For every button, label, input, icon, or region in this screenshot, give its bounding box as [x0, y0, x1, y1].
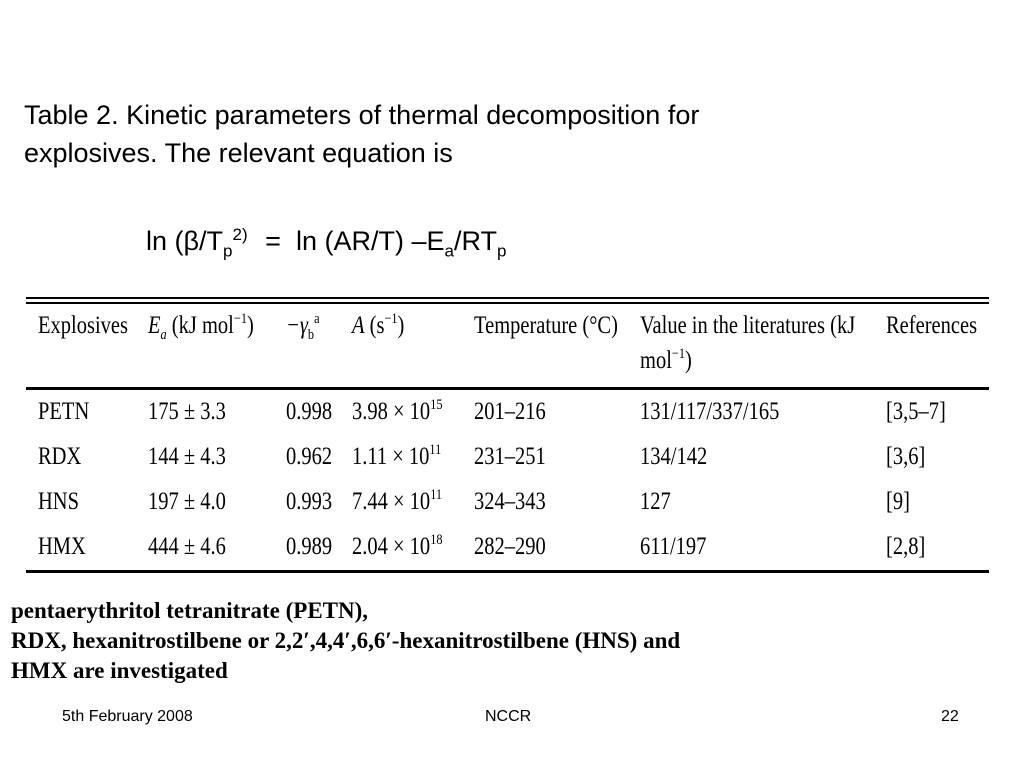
table-row-a: $3.98 \times 10^{15}$	[352, 397, 443, 425]
kinetic-parameters-table	[26, 297, 989, 573]
header-temperature: Temperature (°C)	[474, 312, 618, 339]
caption-line-1: Table 2. Kinetic parameters of thermal decomposition for	[24, 100, 700, 130]
equation-rhs-sub-p: p	[496, 241, 507, 261]
table-row-temp: 282–290	[474, 533, 546, 560]
table-row-ea: 444 ± 4.6	[148, 533, 226, 560]
table-row-ref: [3,6]	[886, 443, 926, 470]
table-row-name: HMX	[38, 533, 86, 560]
table-row-name: HNS	[38, 488, 80, 515]
equation-lhs-sup: 2)	[232, 225, 248, 244]
table-row-lit: 611/197	[640, 533, 707, 560]
table-row-gamma: 0.962	[286, 443, 333, 470]
note-line-1: pentaerythritol tetranitrate (PETN),	[11, 598, 369, 623]
kissinger-equation	[146, 221, 506, 261]
table-top-rule	[26, 297, 989, 299]
header-pre-exponential: A $(s^{-1})$	[352, 311, 405, 339]
table-row-temp: 201–216	[474, 398, 546, 425]
table-row-ea: 197 ± 4.0	[148, 488, 226, 515]
header-explosives: Explosives	[38, 312, 128, 339]
table-row-temp: 231–251	[474, 443, 546, 470]
table-bottom-rule	[26, 570, 989, 573]
table-row-temp: 324–343	[474, 488, 546, 515]
header-correlation: $-\gamma_b^a$	[286, 311, 320, 343]
table-row-ref: [3,5–7]	[886, 398, 946, 425]
footer-date: 5th February 2008	[62, 708, 193, 725]
equation-lhs-sub: p	[223, 241, 233, 261]
table-row-ea: 144 ± 4.3	[148, 443, 226, 470]
table-row-a: $2.04 \times 10^{18}$	[352, 532, 443, 560]
header-literature: Value in the literatures (kJ	[640, 312, 856, 339]
header-activation-energy: $E_a$ (kJ mol$^{-1}$)	[148, 311, 254, 343]
header-references: References	[886, 312, 978, 339]
table-row-lit: 127	[640, 488, 671, 515]
equation-rhs: ln (AR/T) –E	[295, 226, 445, 256]
explosives-note	[11, 596, 1011, 686]
table-row-a: $1.11 \times 10^{11}$	[352, 442, 442, 470]
table-row-ref: [2,8]	[886, 533, 926, 560]
table-row-name: RDX	[38, 443, 82, 470]
footer-organization: NCCR	[485, 708, 532, 725]
table-row-a: $7.44 \times 10^{11}$	[352, 487, 443, 515]
equation-equals: =	[265, 226, 281, 256]
table-row-gamma: 0.993	[286, 488, 333, 515]
note-line-2: RDX, hexanitrostilbene or 2,2′,4,4′,6,6′-hexanitrostilbene (HNS) and	[11, 628, 681, 653]
header-literature-unit: mol$^{-1}$)	[640, 346, 692, 374]
equation-rhs-rt: /RT	[453, 226, 497, 256]
table-row-lit: 134/142	[640, 443, 708, 470]
table-top-rule-2	[26, 302, 989, 304]
caption-line-2: explosives. The relevant equation is	[24, 138, 453, 168]
footer-page-number: 22	[941, 708, 959, 725]
table-row-gamma: 0.989	[286, 533, 333, 560]
note-line-3: HMX are investigated	[11, 658, 228, 683]
table-row-ref: [9]	[886, 488, 910, 515]
table-row-lit: 131/117/337/165	[640, 398, 780, 425]
table-caption	[24, 96, 924, 172]
table-row-gamma: 0.998	[286, 398, 333, 425]
table-header-rule	[26, 387, 989, 390]
table-row-ea: 175 ± 3.3	[148, 398, 226, 425]
equation-rhs-sub-a: a	[444, 241, 454, 261]
equation-lhs: ln (β/T	[146, 226, 224, 256]
table-row-name: PETN	[38, 398, 90, 425]
